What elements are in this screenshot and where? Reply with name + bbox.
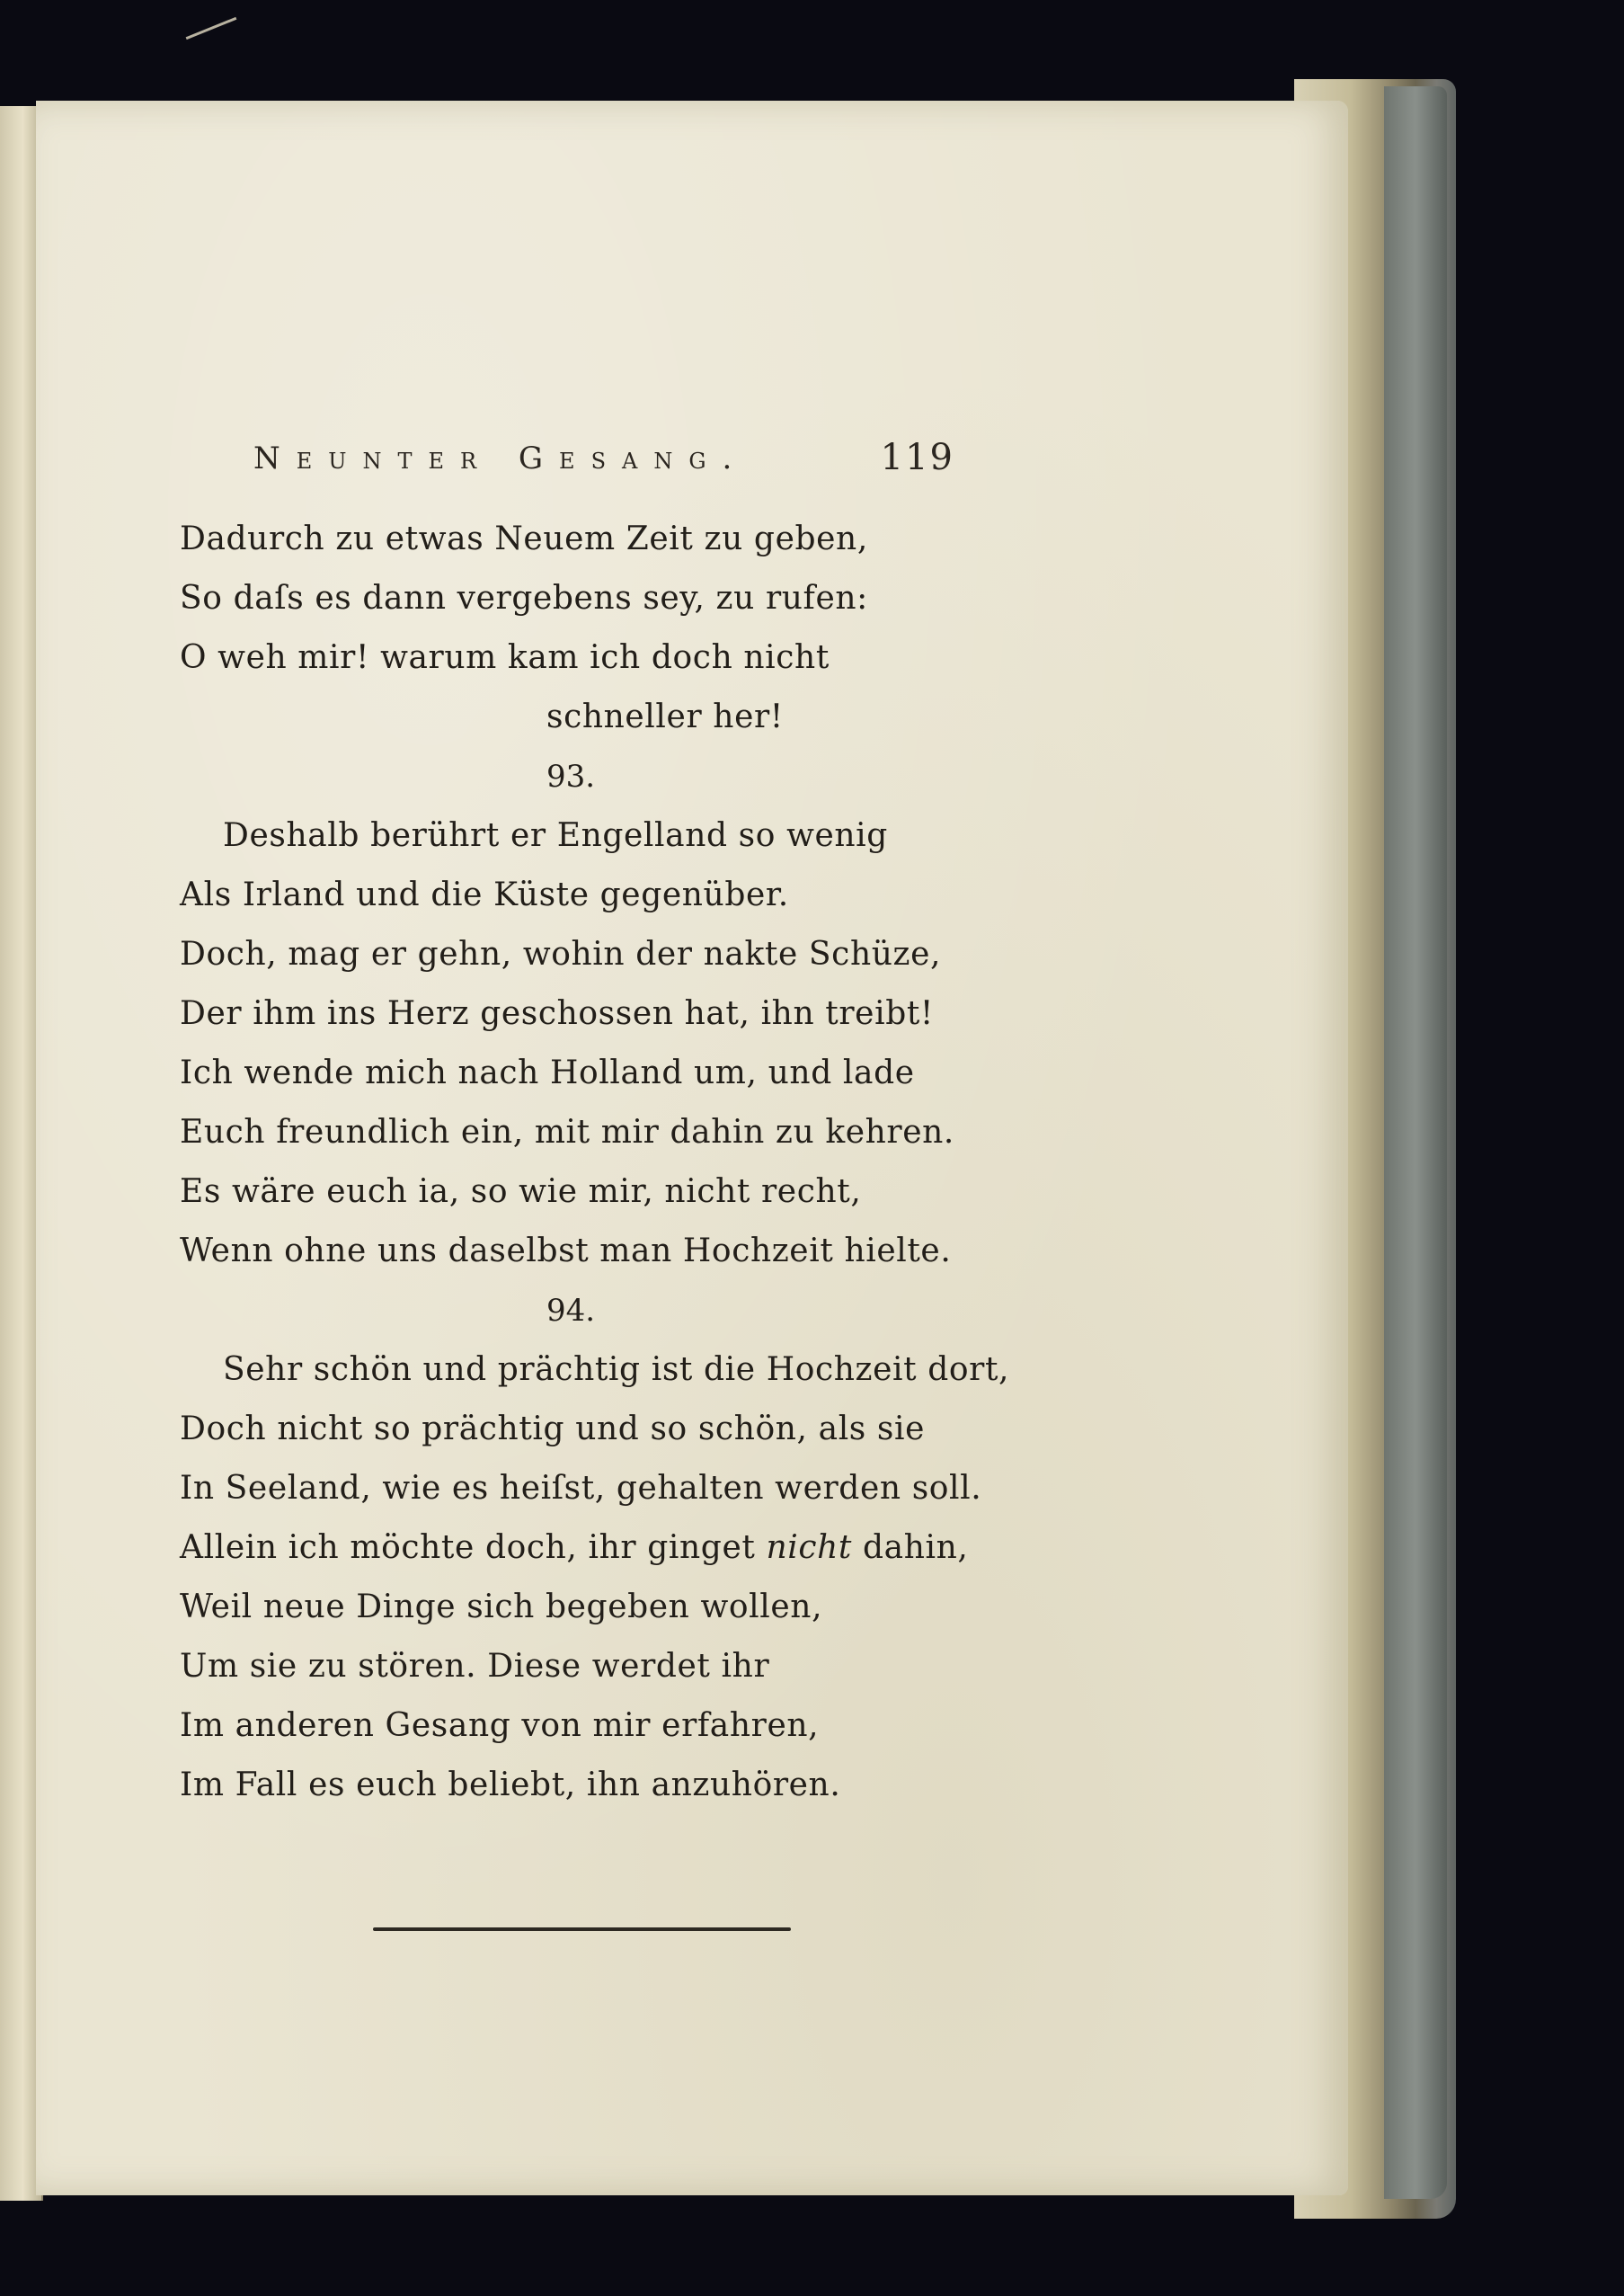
book-page — [36, 101, 1348, 2195]
verse-line: So daſs es dann vergebens sey, zu rufen: — [180, 580, 868, 617]
running-head — [253, 437, 954, 478]
verse-line-continuation: schneller her! — [546, 699, 784, 735]
verse-text: dahin, — [851, 1529, 969, 1566]
verse-line: Sehr schön und prächtig ist die Hochzeit dort, — [223, 1351, 1010, 1388]
verse-line: Euch freundlich ein, mit mir dahin zu kehren. — [180, 1114, 954, 1151]
verse-line: In Seeland, wie es heiſst, gehalten werden soll. — [180, 1470, 982, 1507]
stanza-number: 93. — [546, 759, 596, 795]
verse-text: Allein ich möchte doch, ihr ginget — [180, 1529, 767, 1566]
verse-line: Im Fall es euch beliebt, ihn anzuhören. — [180, 1766, 841, 1803]
verse-line: Um sie zu stören. Diese werdet ihr — [180, 1648, 770, 1685]
stanza-number: 94. — [546, 1293, 596, 1329]
poem-text — [180, 510, 1010, 1815]
verse-line: Im anderen Gesang von mir erfahren, — [180, 1707, 820, 1744]
verse-line: Es wäre euch ia, so wie mir, nicht recht, — [180, 1173, 862, 1210]
verse-line: Doch nicht so prächtig und so schön, als sie — [180, 1411, 926, 1447]
running-title: Neunter Gesang. — [253, 441, 749, 476]
emphasized-word: nicht — [766, 1529, 852, 1566]
verse-line: O weh mir! warum kam ich doch nicht — [180, 639, 830, 676]
verse-line: Der ihm ins Herz geschossen hat, ihn treibt! — [180, 995, 934, 1032]
verse-line: Weil neue Dinge sich begeben wollen, — [180, 1589, 823, 1625]
page-number: 119 — [880, 437, 954, 478]
stray-mark — [186, 17, 237, 40]
verse-line: Deshalb berührt er Engelland so wenig — [223, 817, 888, 854]
verse-line: Ich wende mich nach Holland um, und lade — [180, 1055, 915, 1091]
verse-line: Als Irland und die Küste gegenüber. — [180, 877, 789, 913]
verse-line: Wenn ohne uns daselbst man Hochzeit hielte. — [180, 1233, 952, 1269]
verse-line-with-emphasis — [180, 1518, 989, 1578]
verse-line: Doch, mag er gehn, wohin der nakte Schüze, — [180, 936, 942, 973]
verse-line: Dadurch zu etwas Neuem Zeit zu geben, — [180, 521, 868, 557]
book-cover-board — [1384, 86, 1447, 2199]
end-rule — [373, 1927, 791, 1931]
